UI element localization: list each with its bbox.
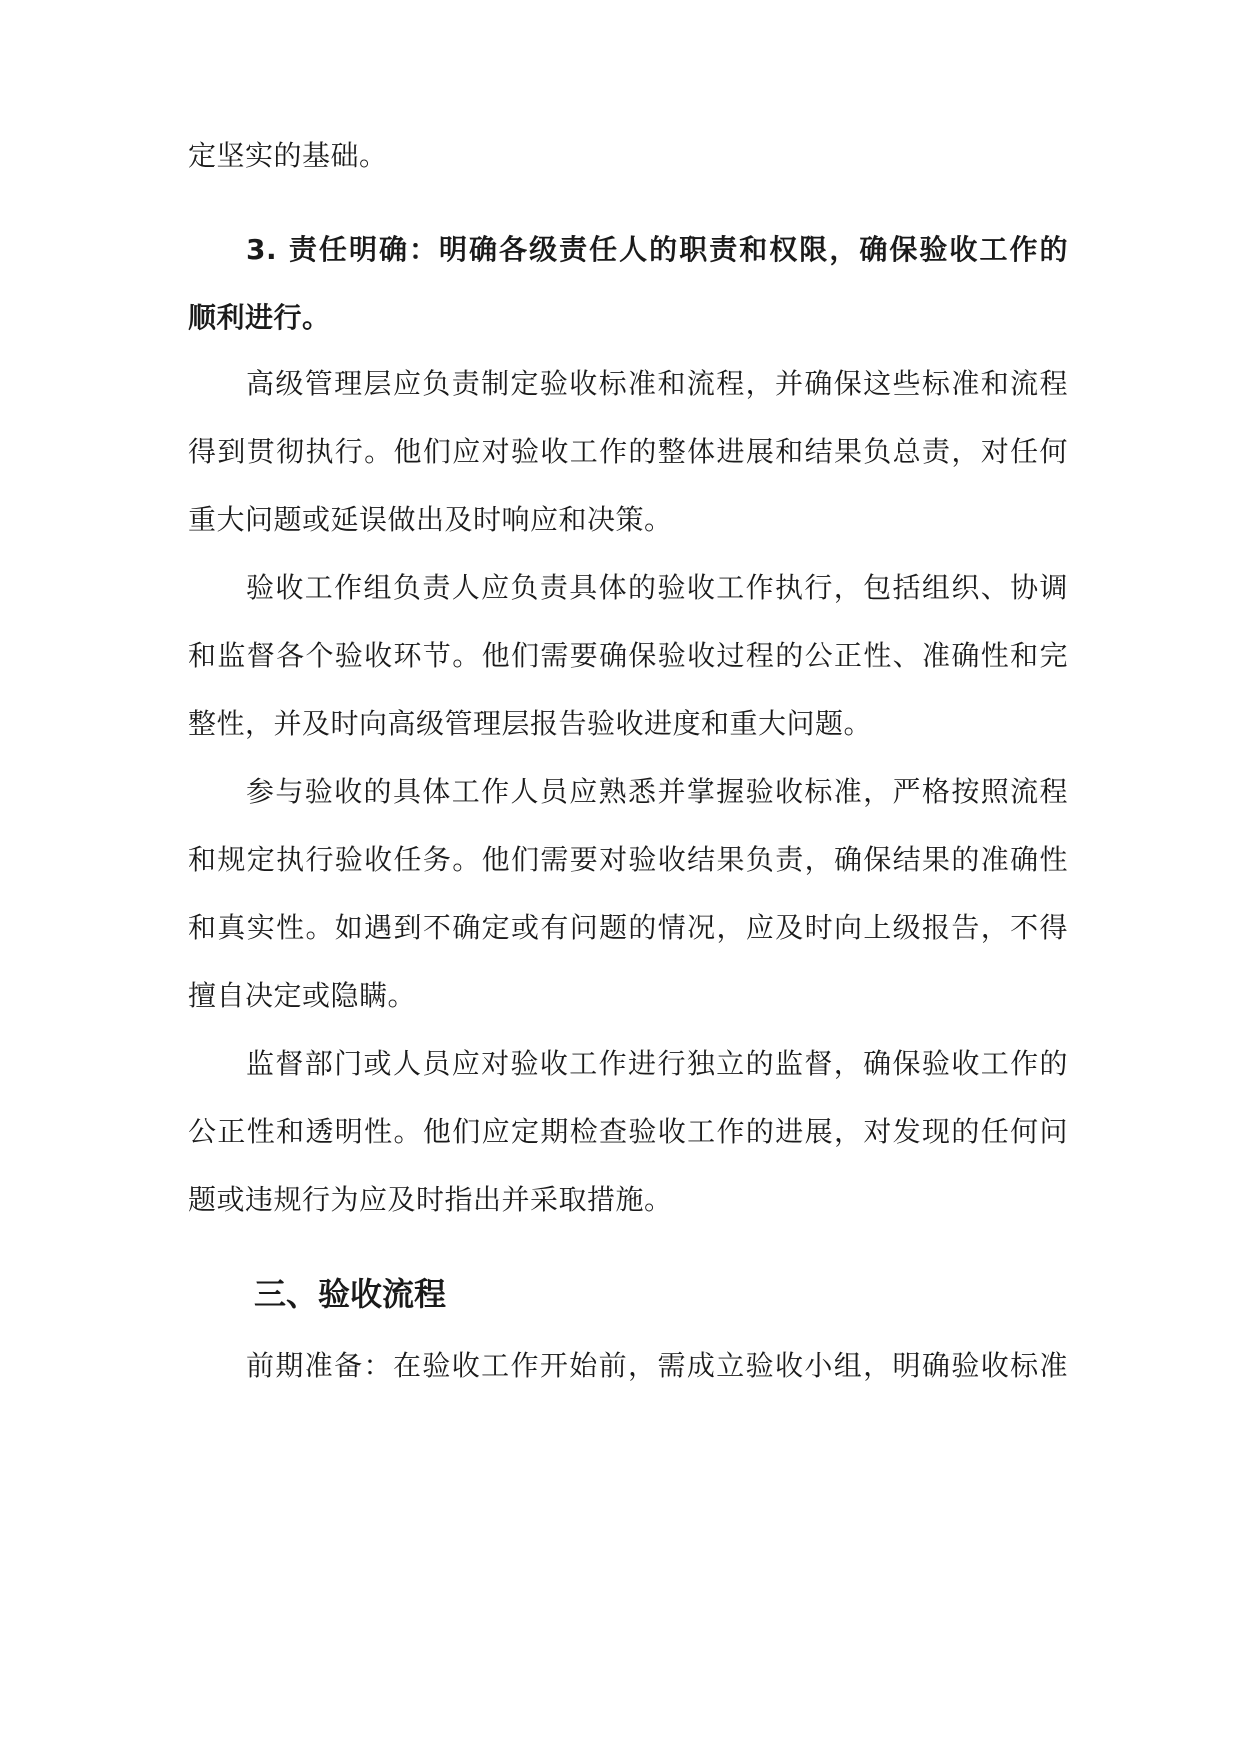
body-line: 监督部门或人员应对验收工作进行独立的监督，确保验收工作的	[246, 1047, 1068, 1080]
section-heading: 三、验收流程	[254, 1275, 447, 1313]
body-line: 定坚实的基础。	[188, 139, 388, 172]
section-3-heading-line: 3. 责任明确：明确各级责任人的职责和权限，确保验收工作的	[246, 233, 1068, 266]
body-line: 验收工作组负责人应负责具体的验收工作执行，包括组织、协调	[246, 571, 1068, 604]
body-line: 参与验收的具体工作人员应熟悉并掌握验收标准，严格按照流程	[246, 775, 1068, 808]
body-line: 公正性和透明性。他们应定期检查验收工作的进展，对发现的任何问	[188, 1115, 1068, 1148]
body-line: 前期准备：在验收工作开始前，需成立验收小组，明确验收标准	[246, 1349, 1068, 1382]
body-line: 题或违规行为应及时指出并采取措施。	[188, 1183, 673, 1216]
section-3-heading-line: 顺利进行。	[188, 301, 331, 334]
body-line: 高级管理层应负责制定验收标准和流程，并确保这些标准和流程	[246, 367, 1068, 400]
body-line: 擅自决定或隐瞒。	[188, 979, 417, 1012]
body-line: 和真实性。如遇到不确定或有问题的情况，应及时向上级报告，不得	[188, 911, 1068, 944]
body-line: 和规定执行验收任务。他们需要对验收结果负责，确保结果的准确性	[188, 843, 1068, 876]
body-line: 和监督各个验收环节。他们需要确保验收过程的公正性、准确性和完	[188, 639, 1068, 672]
body-line: 整性，并及时向高级管理层报告验收进度和重大问题。	[188, 707, 873, 740]
body-line: 得到贯彻执行。他们应对验收工作的整体进展和结果负总责，对任何	[188, 435, 1068, 468]
body-line: 重大问题或延误做出及时响应和决策。	[188, 503, 673, 536]
